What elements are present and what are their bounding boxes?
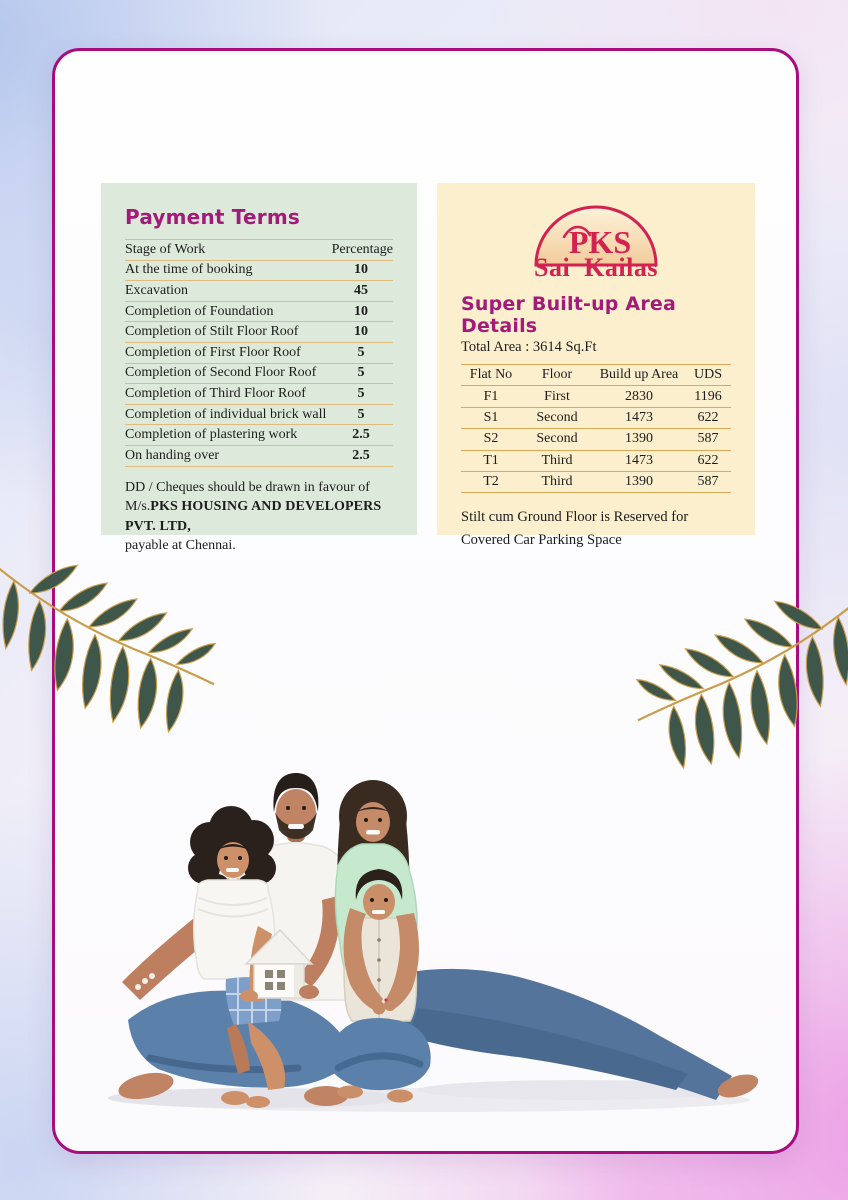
table-row: Completion of First Floor Roof 5 xyxy=(125,343,393,364)
column-area: Build up Area xyxy=(599,367,679,383)
column-floor: Floor xyxy=(541,367,573,383)
table-row: Completion of Third Floor Roof 5 xyxy=(125,384,393,405)
pks-sai-kailas-logo xyxy=(461,195,731,281)
table-row: Completion of Stilt Floor Roof 10 xyxy=(125,322,393,343)
table-row: T2 Third 1390 587 xyxy=(461,472,731,493)
table-row: Completion of Foundation 10 xyxy=(125,302,393,323)
company-name: PKS HOUSING AND DEVELOPERS PVT. LTD, xyxy=(125,499,382,534)
table-row: Completion of individual brick wall 5 xyxy=(125,405,393,426)
column-flat: Flat No xyxy=(469,367,513,383)
logo-name: Sai Kailas xyxy=(534,253,658,282)
total-area: Total Area : 3614 Sq.Ft xyxy=(461,339,597,355)
cheque-note: DD / Cheques should be drawn in favour of M/s.PKS HOUSING AND DEVELOPERS PVT. LTD, payable at Chennai. xyxy=(125,479,382,554)
column-stage: Stage of Work xyxy=(125,241,206,257)
table-row: T1 Third 1473 622 xyxy=(461,451,731,472)
table-row: F1 First 2830 1196 xyxy=(461,386,731,407)
table-row: Completion of plastering work 2.5 xyxy=(125,425,393,446)
table-row: Excavation 45 xyxy=(125,281,393,302)
fern-leaf-right-icon xyxy=(630,592,848,798)
payment-terms-title: Payment Terms xyxy=(125,205,300,229)
table-row: Completion of Second Floor Roof 5 xyxy=(125,364,393,385)
table-header-row xyxy=(125,240,393,261)
table-row: S2 Second 1390 587 xyxy=(461,429,731,450)
fern-leaf-left-icon xyxy=(0,556,222,762)
table-row: On handing over 2.5 xyxy=(125,446,393,467)
table-header-row xyxy=(461,365,731,386)
table-row: S1 Second 1473 622 xyxy=(461,408,731,429)
column-percentage: Percentage xyxy=(331,241,393,257)
table-row: At the time of booking 10 xyxy=(125,261,393,282)
area-details-title: Super Built-up Area Details xyxy=(461,293,677,337)
parking-note: Stilt cum Ground Floor is Reserved for Covered Car Parking Space xyxy=(461,509,689,548)
svg-text:PKS: PKS xyxy=(568,224,632,260)
family-photo xyxy=(98,768,778,1113)
area-details-table xyxy=(461,364,731,493)
payment-terms-table xyxy=(125,239,393,467)
column-uds: UDS xyxy=(693,367,722,383)
area-details-panel xyxy=(437,183,755,548)
payment-terms-panel xyxy=(101,183,417,554)
